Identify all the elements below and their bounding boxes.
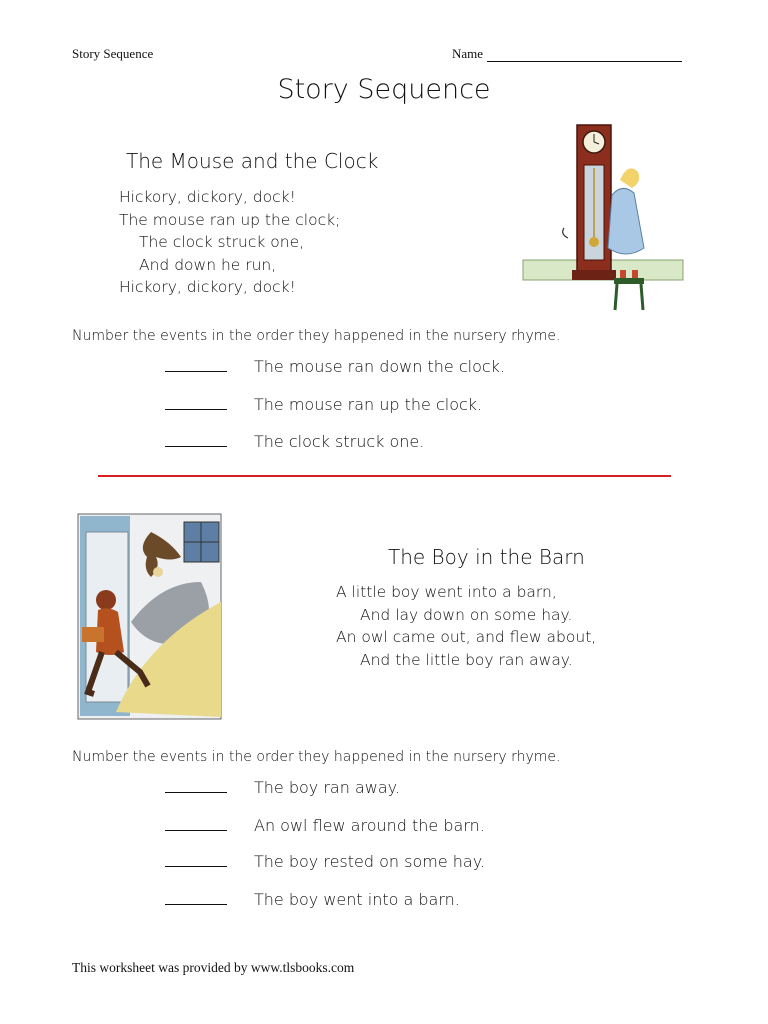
poem-line: And lay down on some hay. xyxy=(360,605,573,624)
poem-line: Hickory, dickory, dock! xyxy=(119,278,296,296)
footer-credit: This worksheet was provided by www.tlsbooks.com xyxy=(72,960,355,975)
story1-event-row[interactable] xyxy=(165,395,482,414)
story2-event-row[interactable] xyxy=(165,852,485,871)
section-divider xyxy=(98,475,671,477)
story1-instruction: Number the events in the order they happened in the nursery rhyme. xyxy=(72,328,561,344)
event-text: The clock struck one. xyxy=(254,432,425,451)
poem-line: The clock struck one, xyxy=(139,233,305,251)
event-text: An owl flew around the barn. xyxy=(254,816,485,835)
story2-instruction: Number the events in the order they happened in the nursery rhyme. xyxy=(72,749,561,765)
poem-line: A little boy went into a barn, xyxy=(336,583,557,601)
name-label: Name xyxy=(452,46,484,61)
story2-poem xyxy=(336,581,596,671)
story2-title: The Boy in the Barn xyxy=(388,545,585,569)
answer-blank[interactable] xyxy=(165,816,227,831)
story2-event-row[interactable] xyxy=(165,778,400,797)
event-text: The mouse ran up the clock. xyxy=(254,395,483,414)
answer-blank[interactable] xyxy=(165,890,227,905)
name-field[interactable] xyxy=(452,46,682,62)
story1-title: The Mouse and the Clock xyxy=(126,149,379,173)
event-text: The boy went into a barn. xyxy=(254,890,460,909)
answer-blank[interactable] xyxy=(165,432,227,447)
poem-line: And the little boy ran away. xyxy=(360,650,573,669)
poem-line: An owl came out, and flew about, xyxy=(336,628,597,646)
answer-blank[interactable] xyxy=(165,852,227,867)
event-text: The mouse ran down the clock. xyxy=(254,357,506,376)
event-text: The boy rested on some hay. xyxy=(254,852,485,871)
header-left-label: Story Sequence xyxy=(72,46,154,61)
answer-blank[interactable] xyxy=(165,357,227,372)
boy-owl-barn-illustration xyxy=(76,512,226,722)
poem-line: The mouse ran up the clock; xyxy=(119,210,341,229)
answer-blank[interactable] xyxy=(165,395,227,410)
page-title: Story Sequence xyxy=(277,74,491,105)
name-blank-line[interactable] xyxy=(487,48,682,62)
answer-blank[interactable] xyxy=(165,778,227,793)
event-text: The boy ran away. xyxy=(254,778,400,797)
story1-event-row[interactable] xyxy=(165,432,424,451)
poem-line: Hickory, dickory, dock! xyxy=(119,188,296,206)
grandfather-clock-illustration xyxy=(520,120,685,315)
poem-line: And down he run, xyxy=(139,255,277,274)
story2-event-row[interactable] xyxy=(165,890,460,909)
story1-event-row[interactable] xyxy=(165,357,505,376)
story1-poem xyxy=(119,186,340,299)
story2-event-row[interactable] xyxy=(165,816,485,835)
